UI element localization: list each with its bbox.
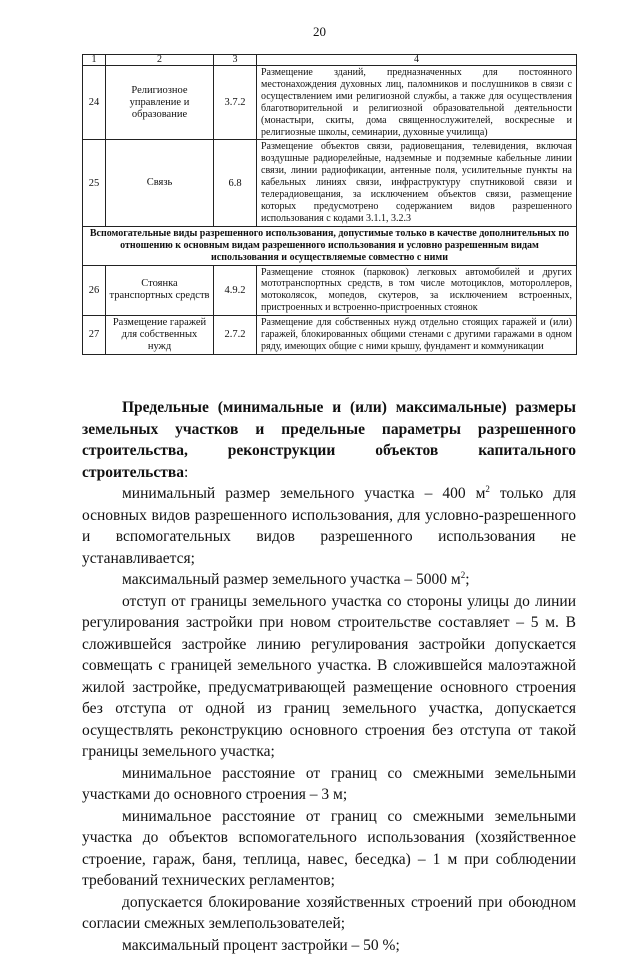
use-type-code: 6.8 xyxy=(214,140,257,226)
use-type-name: Религиозное управление и образование xyxy=(106,66,214,140)
header-cell: 1 xyxy=(83,55,106,66)
header-cell: 3 xyxy=(214,55,257,66)
section-title: Вспомогательные виды разрешенного использования, допустимые только в качестве дополнительных по отношению к основным видам разрешенного использования и условно разрешенным видам использования и осуществляемые совместно с ними xyxy=(83,226,577,265)
use-type-name: Стоянка транспортных средств xyxy=(106,265,214,316)
section-heading xyxy=(82,397,576,483)
use-type-description: Размещение объектов связи, радиовещания, телевидения, включая воздушные радиорелейные, надземные и подземные кабельные линии связи, линии радиофикации, антенные поля, усилительные пункты на кабельных линиях связи, инфраструктуру спутниковой связи и телерадиовещания, за исключением объектов связи, размещение которых предусмотрено содержанием видов разрешенного использования с кодами 3.1.1, 3.2.3 xyxy=(257,140,577,226)
use-type-code: 4.9.2 xyxy=(214,265,257,316)
paragraph-street-setback: отступ от границы земельного участка со стороны улицы до линии регулирования застройки при новом строительстве составляет – 5 м. В сложившейся застройке линию регулирования застройки допускается совмещать с границей земельного участка. В сложившейся малоэтажной жилой застройке, предусматривающей размещение основного строения без отступа от одной из границ земельного участка, допускается осуществлять реконструкцию основного строения без отступа от такой границы земельного участка; xyxy=(82,591,576,763)
heading-suffix: : xyxy=(184,464,188,481)
paragraph-main-building-distance: минимальное расстояние от границ со смежными земельными участками до основного строения – 3 м; xyxy=(82,763,576,806)
use-type-code: 2.7.2 xyxy=(214,316,257,355)
p1-text-before: минимальный размер земельного участка – 400 м xyxy=(122,485,485,502)
paragraph-auxiliary-building-distance: минимальное расстояние от границ со смежными земельными участка до объектов вспомогательного использования (хозяйственное строение, гараж, баня, теплица, навес, беседка) – 1 м при соблюдении требований технических регламентов; xyxy=(82,806,576,892)
row-number: 24 xyxy=(83,66,106,140)
page-number: 20 xyxy=(0,24,639,40)
use-type-name: Связь xyxy=(106,140,214,226)
land-use-table xyxy=(82,54,577,355)
row-number: 26 xyxy=(83,265,106,316)
use-type-description: Размещение для собственных нужд отдельно стоящих гаражей и (или) гаражей, блокированных общими стенами с другими гаражами в одном ряду, имеющих общие с ними крышу, фундамент и коммуникации xyxy=(257,316,577,355)
table-row xyxy=(83,66,577,140)
table-row xyxy=(83,316,577,355)
paragraph-max-coverage: максимальный процент застройки – 50 %; xyxy=(82,935,576,956)
table-row xyxy=(83,265,577,316)
use-type-code: 3.7.2 xyxy=(214,66,257,140)
p1-text-after: только для основных видов разрешенного использования, для условно-разрешенного и вспомогательных видов разрешенного использования не устанавливается; xyxy=(82,485,576,567)
paragraph-blocking-allowed: допускается блокирование хозяйственных строений при обоюдном согласии смежных землепользователей; xyxy=(82,892,576,935)
p2-superscript: 2 xyxy=(461,570,466,580)
paragraph-min-plot-size xyxy=(82,483,576,569)
body-text xyxy=(82,397,576,956)
p1-superscript: 2 xyxy=(485,484,490,494)
heading-text: Предельные (минимальные и (или) максимальные) размеры земельных участков и предельные параметры разрешенного строительства, реконструкции объектов капитального строительства xyxy=(82,399,576,481)
row-number: 25 xyxy=(83,140,106,226)
p2-text-before: максимальный размер земельного участка – 5000 м xyxy=(122,571,461,588)
header-cell: 4 xyxy=(257,55,577,66)
header-cell: 2 xyxy=(106,55,214,66)
table-header-row xyxy=(83,55,577,66)
table-row xyxy=(83,140,577,226)
use-type-name: Размещение гаражей для собственных нужд xyxy=(106,316,214,355)
table-section-row xyxy=(83,226,577,265)
use-type-description: Размещение зданий, предназначенных для постоянного местонахождения духовных лиц, паломников и послушников в связи с осуществлением ими религиозной службы, а также для осуществления благотворительной и религиозной образовательной деятельности (монастыри, скиты, дома священнослужителей, воскресные и религиозные школы, семинарии, духовные училища) xyxy=(257,66,577,140)
row-number: 27 xyxy=(83,316,106,355)
use-type-description: Размещение стоянок (парковок) легковых автомобилей и других мототранспортных средств, в том числе мотоциклов, мотороллеров, мотоколясок, мопедов, скутеров, за исключением встроенных, пристроенных и встроенно-пристроенных стоянок xyxy=(257,265,577,316)
paragraph-max-plot-size xyxy=(82,569,576,591)
p2-text-after: ; xyxy=(465,571,469,588)
